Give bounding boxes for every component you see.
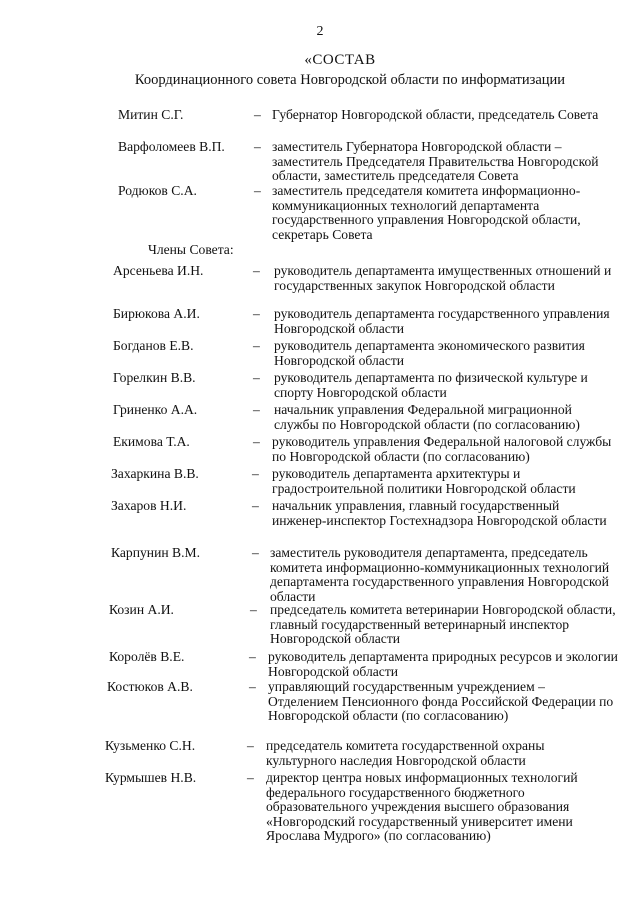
member-position: руководитель департамента по физической культуре и спорту Новгородской области [274,370,588,400]
member-name: Екимова Т.А. [113,434,190,449]
member-position: руководитель департамента природных ресурсов и экологии Новгородской области [268,649,618,679]
dash-separator: – [253,306,260,321]
member-name: Карпунин В.М. [111,545,200,560]
dash-separator: – [252,545,259,560]
member-position: председатель комитета государственной охраны культурного наследия Новгородской области [266,738,545,768]
member-position: заместитель Губернатора Новгородской области – заместитель Председателя Правительства Новгородской области, заместитель председателя Совета [272,139,599,183]
dash-separator: – [254,183,261,198]
member-name: Курмышев Н.В. [105,770,197,785]
dash-separator: – [253,402,260,417]
dash-separator: – [249,649,256,664]
member-name: Козин А.И. [109,602,174,617]
member-position: управляющий государственным учреждением – Отделением Пенсионного фонда Российской Федерации по Новгородской области (по согласованию) [268,679,614,723]
member-position: заместитель председателя комитета информационно-коммуникационных технологий департамента государственного управления Новгородской области, секретарь Совета [272,183,581,242]
member-position: руководитель управления Федеральной налоговой службы по Новгородской области (по согласованию) [272,434,612,464]
dash-separator: – [252,466,259,481]
member-position: руководитель департамента экономического развития Новгородской области [274,338,585,368]
member-name: Костюков А.В. [107,679,193,694]
member-position: руководитель департамента архитектуры и градостроительной политики Новгородской области [272,466,576,496]
member-name: Гриненко А.А. [113,402,198,417]
dash-separator: – [253,370,260,385]
member-name: Богданов Е.В. [113,338,194,353]
dash-separator: – [253,338,260,353]
member-name: Кузьменко С.Н. [105,738,196,753]
members-label: Члены Совета: [148,242,234,257]
member-name: Бирюкова А.И. [113,306,200,321]
member-position: начальник управления, главный государственный инженер-инспектор Гостехнадзора Новгородской области [272,498,607,528]
dash-separator: – [252,498,259,513]
member-position: Губернатор Новгородской области, председатель Совета [272,107,599,122]
member-position: руководитель департамента имущественных отношений и государственных закупок Новгородской области [274,263,612,293]
member-position: председатель комитета ветеринарии Новгородской области, главный государственный ветеринарный инспектор Новгородской области [270,602,616,646]
dash-separator: – [247,738,254,753]
member-name: Варфоломеев В.П. [118,139,225,154]
dash-separator: – [254,107,261,122]
member-name: Митин С.Г. [118,107,184,122]
page-number: 2 [316,24,324,39]
dash-separator: – [250,602,257,617]
member-name: Горелкин В.В. [113,370,196,385]
member-position: начальник управления Федеральной миграционной службы по Новгородской области (по согласованию) [274,402,580,432]
member-name: Родюков С.А. [118,183,197,198]
document-subtitle: Координационного совета Новгородской области по информатизации [134,72,566,88]
member-position: заместитель руководителя департамента, председатель комитета информационно-коммуникационных технологий департамента государственного управления Новгородской области [270,545,610,604]
member-name: Захаркина В.В. [111,466,199,481]
member-position: директор центра новых информационных технологий федерального государственного бюджетного образовательного учреждения высшего образования «Новгородский государственный университет имени Ярослава Мудрого» (по согласованию) [266,770,578,843]
document-title: «СОСТАВ [304,52,376,68]
member-position: руководитель департамента государственного управления Новгородской области [274,306,610,336]
member-name: Арсеньева И.Н. [113,263,204,278]
dash-separator: – [253,434,260,449]
member-name: Захаров Н.И. [111,498,187,513]
member-name: Королёв В.Е. [109,649,185,664]
dash-separator: – [254,139,261,154]
dash-separator: – [253,263,260,278]
dash-separator: – [249,679,256,694]
dash-separator: – [247,770,254,785]
